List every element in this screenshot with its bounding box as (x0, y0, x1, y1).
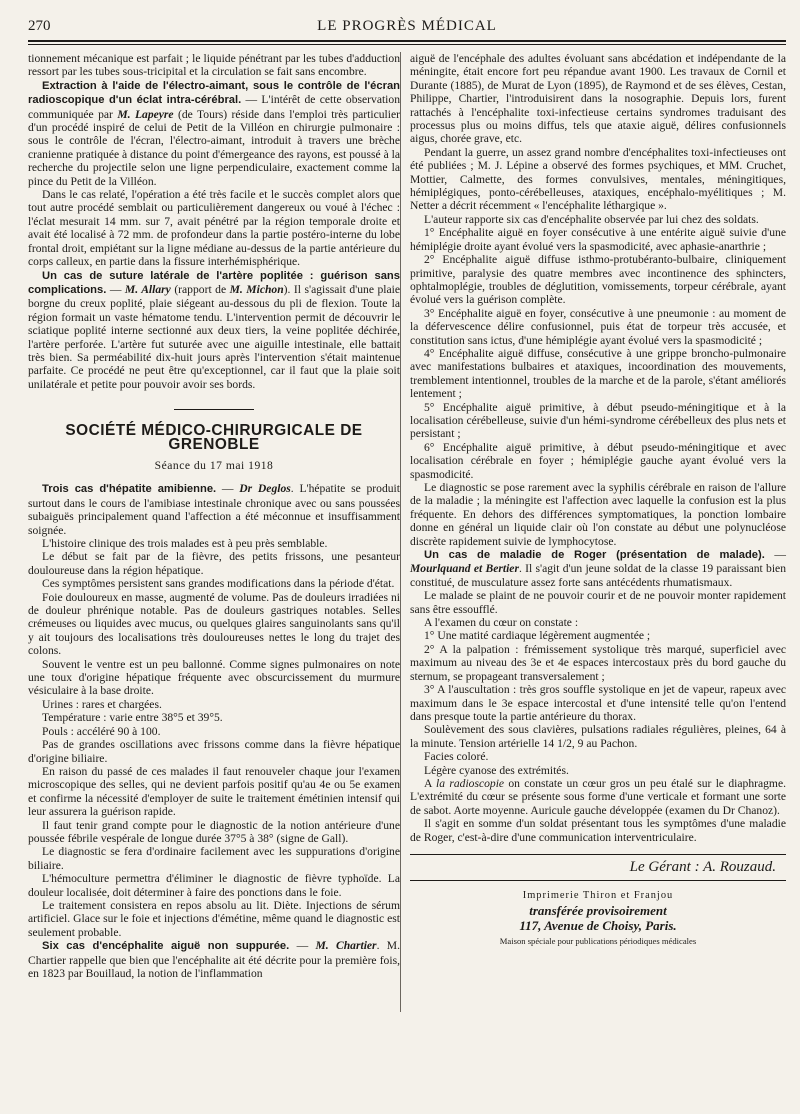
header-rule (28, 40, 786, 42)
article-body: (de Tours) réside dans l'emploi très particulier d'un procédé inspiré de celui de Petit de la Villéon en chirurgie pulmonaire : sous le contrôle de l'écran, l'électro-aimant, introduit à travers une brèche cranienne pratiquée à distance du point d'émergeance des rayons, est poussé à la recherche du projectile selon une ligne perpendiculaire, exactement comme la pince du Petit de la Villéon. (28, 107, 401, 188)
list-item: 6° Encéphalite aiguë primitive, à début pseudo-méningitique et avec localisation cérébrale en foyer ; hémiplégie gauche ayant évolué vers la spasmodicité. (410, 440, 786, 481)
article-title: Un cas de maladie de Roger (présentation de malade). (424, 549, 765, 562)
list-item: 1° Encéphalite aiguë en foyer consécutive à une entérite aiguë suivie d'une hémiplégie droite ayant évolué vers la spasmodicité, avec aphasie-anarthrie ; (410, 226, 786, 253)
dash: — (216, 482, 240, 496)
paragraph: L'histoire clinique des trois malades est à peu près semblable. (42, 537, 328, 550)
running-title: LE PROGRÈS MÉDICAL (317, 18, 497, 34)
paragraph: aiguë de l'encéphale des adultes évoluant sans abcédation et indépendante de la méningite, était encore fort peu répandue avant 1900. Les travaux de Cornil et Durante (1885), de Murat de Lyon (1895), de Raymond et de ses élèves, Cestan, Philippe, Chartier, l'introduisirent dans la nosographie. Depuis lors, furent rattachés à l'encéphalite toxi-infectieuse certains syndromes traduisant des processus plus ou moins diffus, tels que ataxie aiguë, délires confusionnels aigus, chorée grave, etc. (410, 52, 786, 146)
paragraph: Le traitement consistera en repos absolu au lit. Diète. Injections de sérum artificiel. Glace sur le foie et injections d'émétine, même quand le diagnostic est seulement probable. (28, 898, 400, 939)
list-item: 4° Encéphalite aiguë diffuse, consécutive à une grippe broncho-pulmonaire avec manifestations bulbaires et ataxiques, incoordination des mouvements, tremblement intentionnel, troubles de la marche et de la parole, s'étant améliorés lentement ; (410, 346, 786, 401)
right-column (410, 52, 786, 948)
article-electro-aimant (28, 79, 400, 188)
author: M. Chartier (315, 939, 377, 953)
text: on constate un cœur gros un peu étalé sur le diaphragme. L'extrémité du cœur se présente sous forme d'une verticale et formant une sorte de sabot. Aorte moyenne. Auricule gauche développée (examen du Dr Chanoz). (410, 776, 786, 817)
article-hepatite (28, 482, 400, 537)
article-title: Six cas d'encéphalite aiguë non suppurée. (42, 940, 290, 953)
left-column (28, 52, 400, 980)
paragraph: L'hémoculture permettra d'éliminer le diagnostic de fièvre typhoïde. La douleur localisée, doit déterminer à faire des ponctions dans le foie. (28, 872, 400, 899)
column-divider (400, 52, 401, 1012)
article-body: . L'hépatite se produit surtout dans le cours de l'amibiase intestinale chronique avec ou sans poussées subaiguës principalement quand l'affection a été méconnue et insuffisamment soignée. (28, 482, 400, 537)
dash: — (289, 939, 316, 953)
emphasis: la radioscopie (436, 776, 505, 790)
paragraph: Pendant la guerre, un assez grand nombre d'encéphalites toxi-infectieuses ont été publiées ; M. J. Lépine a observé des formes psychiques, et MM. Cruchet, Mottier, Calmette, des formes convulsives, mentales, méningitiques, hémiplégiques, ponto-cérébelleuses, ataxiques, encéphalo-myélitiques ; M. Netter a décrit récemment « l'encéphalite léthargique ». (410, 145, 786, 213)
paragraph: Il faut tenir grand compte pour le diagnostic de la notion antérieure d'une poussée fébrile vespérale de longue durée 37°5 à 38° (signe de Gall). (28, 818, 400, 845)
paragraph: Ces symptômes persistent sans grandes modifications dans la période d'état. (42, 577, 395, 591)
printer-address: 117, Avenue de Choisy, Paris. (519, 917, 677, 933)
dash: — L'intérêt de cette observation communiquée par (28, 93, 400, 121)
paragraph: Foie douloureux en masse, augmenté de volume. Pas de douleurs irradiées ni de douleur phrénique notable. Pas de douleurs gastriques notables. Selles crémeuses ou liquides avec mucus, ou quelques glaires sanguinolants sans qu'il y ait toujours des localisations très douloureuses nettes le long du trajet des colons. (28, 590, 400, 658)
author: Mourlquand et Bertier (410, 562, 519, 576)
page-header (28, 18, 786, 38)
footer-rule-thin (410, 880, 786, 881)
paragraph: Dans le cas relaté, l'opération a été très facile et le succès complet alors que tout autre procédé semblait ou particulièrement dangereux ou voué à l'échec : l'éclat mesurait 14 mm. sur 7, avait pénétré par la région temporale droite et avait été localisé à 72 mm. de profondeur dans la partie postéro-interne du lobe frontal droit, empiétant sur la ligne médiane au-dessus de la partie antérieure du corps calleux, en partie dans la fissure interhémisphérique. (28, 188, 400, 269)
paragraph: Pouls : accéléré 90 à 100. (42, 724, 161, 738)
text: (rapport de (170, 282, 230, 296)
article-body: . Il s'agit d'un jeune soldat de la classe 19 paraissant bien constitué, de musculature assez forte sans antécédents rhumatismaux. (410, 562, 786, 589)
paragraph: Le malade se plaint de ne pouvoir courir et de ne pouvoir monter rapidement sans être essoufflé. (410, 589, 786, 616)
paragraph: Souvent le ventre est un peu ballonné. Comme signes pulmonaires on note une toux d'origine hépatique fréquente avec obscurcissement du murmure vésiculaire à la base droite. (28, 657, 400, 698)
author: M. Michon (229, 282, 284, 296)
gerant-signature: Le Gérant : A. Rouzaud. (629, 858, 776, 875)
article-poplitee (28, 269, 400, 392)
printer-specialty: Maison spéciale pour publications périodiques médicales (499, 935, 697, 946)
article-title: Extraction à l'aide de l'électro-aimant, sous le contrôle de l'écran radioscopique d'un éclat intra-cérébral. (28, 79, 400, 107)
paragraph: Urines : rares et chargées. (42, 697, 162, 711)
author: M. Allary (124, 282, 171, 296)
list-item: 3° Encéphalite aiguë en foyer, consécutive à une pneumonie : au moment de la défervescence délire confusionnel, puis état de torpeur très accusée, et constitution sans ictus, d'une hémiplégie ayant évolué vers la spasmodicité ; (410, 306, 786, 347)
article-title: Un cas de suture latérale de l'artère poplitée : guérison sans complications. (28, 269, 400, 296)
printer-name: Imprimerie Thiron et Franjou (522, 890, 674, 902)
session-date: Séance du 17 mai 1918 (154, 458, 274, 472)
paragraph-radioscopie (410, 777, 786, 817)
list-item: 2° A la palpation : frémissement systolique très marqué, superficiel avec maximum au niveau des 3e et 4e espaces intercostaux près du bord gauche du sternum, se propageant transversalement ; (410, 642, 786, 683)
dash: — (764, 548, 786, 562)
list-item: 1° Une matité cardiaque légèrement augmentée ; (424, 629, 651, 643)
header-rule-thin (28, 44, 786, 45)
paragraph: Il s'agit en somme d'un soldat présentant tous les symptômes d'une maladie de Roger, c'est-à-dire d'une communication interventriculaire. (410, 817, 786, 844)
dash: — (106, 282, 125, 296)
paragraph: Pas de grandes oscillations avec frissons comme dans la fièvre hépatique d'origine biliaire. (28, 738, 400, 765)
article-title: Trois cas d'hépatite amibienne. (42, 483, 217, 496)
paragraph: Le début se fait par de la fièvre, des petits frissons, une pesanteur douloureuse dans la région hépatique. (28, 550, 400, 577)
article-roger (410, 548, 786, 589)
paragraph: L'auteur rapporte six cas d'encéphalite observée par lui chez des soldats. (424, 212, 759, 226)
list-item: 3° A l'auscultation : très gros souffle systolique en jet de vapeur, rapeux avec maximum dans le 3e espace intercostal et d'une intensité telle qu'on l'entend dans presque toute la partie antérieure du thorax. (410, 683, 786, 723)
article-body: ). Il s'agissait d'une plaie borgne du creux poplité, plaie siégeant au-dessous du pli de flexion. Toute la région formait un vaste hématome tendu. L'intervention permit de découvrir le sciatique poplité interne sectionné aux deux tiers, la veine poplitée déchirée, l'artère perforée. L'artère fut suturée avec une aiguille intestinale, elle battait très bien. Sa perméabilité dix-huit jours après l'intervention s'était maintenue parfaite. Ce procédé ne peut être qu'exceptionnel, car il faut que la plaie soit unilatérale et petite pour pouvoir avoir ses bords. (28, 282, 401, 391)
author: M. Lapeyre (117, 107, 174, 121)
paragraph: Soulèvement des sous clavières, pulsations radiales régulières, pleines, 64 à la minute. Tension artérielle 14 1/2, 9 au Pachon. (410, 723, 786, 750)
list-item: 5° Encéphalite aiguë primitive, à début pseudo-méningitique et à la localisation cérébelleuse, suivie d'un hémi-syndrome cérébelleux des plus nets et persistant ; (410, 400, 786, 441)
paragraph: Le diagnostic se pose rarement avec la syphilis cérébrale en raison de l'allure de la maladie ; la méningite est l'affection avec laquelle la confusion est la plus fréquente. En dehors des différences symptomatiques, la ponction lombaire donne en général un liquide clair où l'on constate au début une polynucléose discrète rapidement suivie de lymphocytose. (410, 481, 786, 548)
text: A (424, 776, 437, 790)
paragraph: tionnement mécanique est parfait ; le liquide pénétrant par les tubes d'adduction ressort par les tubes sous-tricipital et la circulation se fait sans encombre. (28, 52, 400, 79)
printer-notice: transférée provisoirement (529, 902, 667, 918)
article-body: . M. Chartier rappelle que bien que l'encéphalite ait été décrite pour la première fois, en 1823 par Bouillaud, la notion de l'inflammation (28, 939, 400, 980)
paragraph: Facies coloré. (424, 750, 489, 764)
paragraph: Température : varie entre 38°5 et 39°5. (42, 711, 223, 725)
paragraph: Le diagnostic se fera d'ordinaire facilement avec les suppurations d'origine biliaire. (28, 845, 400, 872)
society-heading: SOCIÉTÉ MÉDICO-CHIRURGICALE DE GRENOBLE (65, 422, 363, 453)
page-number: 270 (28, 18, 51, 34)
list-item: 2° Encéphalite aiguë diffuse isthmo-protubéranto-bulbaire, cliniquement primitive, paralysie des quatre membres avec incontinence des sphincters, ophtalmoplégie, troubles de déglutition, vomissements, torpeur cérébrale, ayant évolué vers la guérison complète. (410, 253, 786, 307)
footer-rule (410, 854, 786, 855)
paragraph: Légère cyanose des extrémités. (424, 763, 569, 777)
paragraph: A l'examen du cœur on constate : (424, 616, 579, 630)
article-encephalite (28, 939, 400, 980)
section-separator (174, 409, 254, 410)
paragraph: En raison du passé de ces malades il faut renouveler chaque jour l'examen microscopique des selles, qui ne devient parfois positif qu'au 4e ou 5e examen et confirme la nécessité d'employer de suite le traitement émétinien intensif qui leur assurera la guérison rapide. (28, 764, 400, 819)
author: Dr Deglos (239, 482, 291, 496)
